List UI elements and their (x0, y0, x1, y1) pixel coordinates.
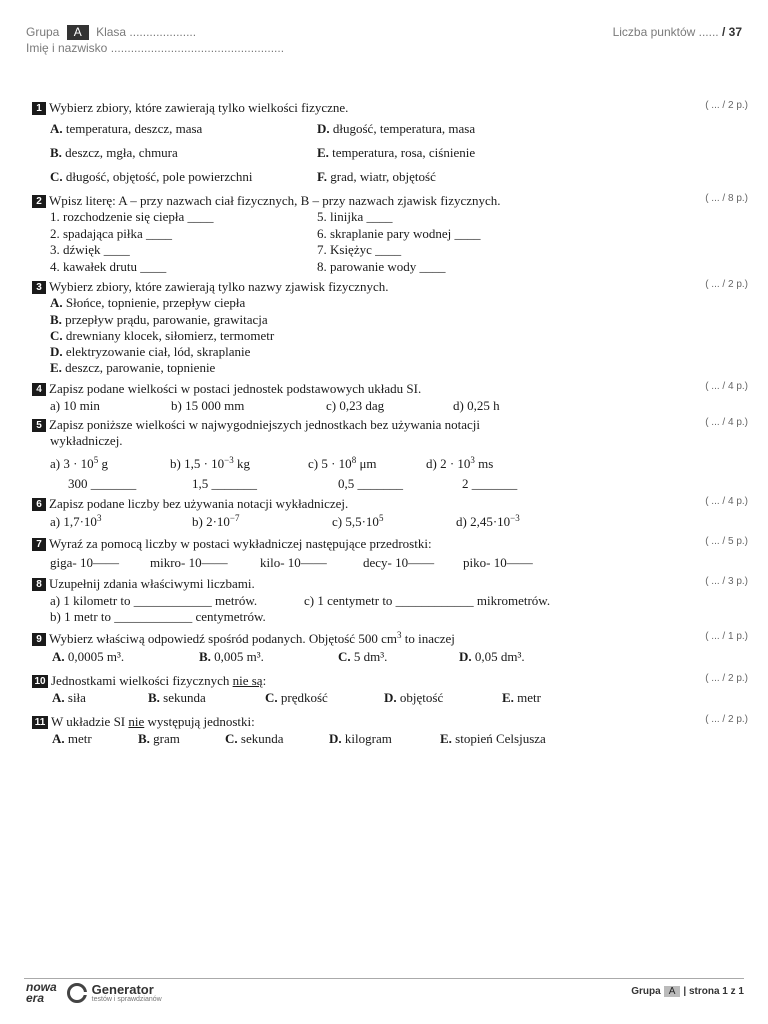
header-group-class (26, 25, 196, 40)
question-9 (32, 631, 748, 667)
option-a[interactable]: A. 0,0005 m³. (52, 649, 125, 664)
question-number: 7 (32, 538, 46, 551)
task-item: a) $3 \cdot 10^5$ g (50, 455, 108, 471)
answer-blank[interactable]: kilo- 10—— (260, 555, 327, 570)
answer-blank[interactable]: 2 _______ (462, 476, 518, 491)
option-a[interactable]: A. siła (52, 690, 86, 705)
question-text: Wybierz zbiory, które zawierają tylko wielkości fizyczne. (49, 100, 349, 115)
class-field[interactable]: Klasa .................... (96, 25, 197, 39)
question-points: ( ... / 8 p.) (705, 193, 748, 204)
task-item: a) 10 min (50, 398, 100, 413)
task-item: a) $1,7\cdot 10^3$ (50, 513, 102, 529)
question-points: ( ... / 4 p.) (705, 496, 748, 507)
option-d[interactable]: D. długość, temperatura, masa (317, 121, 476, 136)
answer-blank[interactable]: giga- 10—— (50, 555, 119, 570)
fill-item[interactable]: 7. Księżyc ____ (317, 242, 402, 257)
option-c[interactable]: C. długość, objętość, pole powierzchni (50, 169, 253, 184)
question-11 (32, 714, 748, 750)
answer-blank[interactable]: mikro- 10—— (150, 555, 228, 570)
question-number: 6 (32, 498, 46, 511)
question-1 (32, 100, 748, 190)
generator-logo: Generator testów i sprawdzianów (91, 981, 162, 1003)
question-5 (32, 417, 748, 495)
task-item: c) 0,23 dag (326, 398, 385, 413)
question-number: 5 (32, 419, 46, 432)
question-text: Wyraź za pomocą liczby w postaci wykładniczej następujące przedrostki: (49, 536, 432, 551)
question-number: 11 (32, 716, 48, 729)
task-item: b) $1,5 \cdot 10^{-3}$ kg (170, 455, 250, 471)
footer-page-info (631, 986, 744, 997)
fill-item[interactable]: 6. skraplanie pary wodnej ____ (317, 226, 481, 241)
fill-item[interactable]: 3. dźwięk ____ (50, 242, 130, 257)
answer-blank[interactable]: 300 _______ (68, 476, 137, 491)
question-4 (32, 381, 748, 415)
option-e[interactable]: E. temperatura, rosa, ciśnienie (317, 145, 476, 160)
question-number: 3 (32, 281, 46, 294)
question-points: ( ... / 2 p.) (705, 673, 748, 684)
answer-blank[interactable]: decy- 10—— (363, 555, 435, 570)
question-number: 1 (32, 102, 46, 115)
fill-item[interactable]: 1. rozchodzenie się ciepła ____ (50, 209, 214, 224)
page-number: | strona 1 z 1 (683, 986, 744, 997)
fill-item[interactable]: 2. spadająca piłka ____ (50, 226, 173, 241)
option-f[interactable]: F. grad, wiatr, objętość (317, 169, 436, 184)
option-c[interactable]: C. prędkość (265, 690, 328, 705)
fill-item[interactable]: 8. parowanie wody ____ (317, 259, 446, 274)
question-6 (32, 496, 748, 532)
option-e[interactable]: E. stopień Celsjusza (440, 731, 546, 746)
question-number: 9 (32, 633, 46, 646)
question-2 (32, 193, 748, 277)
question-points: ( ... / 3 p.) (705, 576, 748, 587)
option-b[interactable]: B. deszcz, mgła, chmura (50, 145, 178, 160)
points-total (613, 25, 742, 39)
name-field[interactable]: Imię i nazwisko .................................................... (26, 41, 285, 55)
points-max: / 37 (721, 25, 742, 39)
option-d[interactable]: D. elektryzowanie ciał, lód, skraplanie (50, 344, 251, 359)
question-text: Wpisz literę: A – przy nazwach ciał fizycznych, B – przy nazwach zjawisk fizycznych. (49, 193, 501, 208)
question-points: ( ... / 2 p.) (705, 100, 748, 111)
task-item: d) $2,45\cdot 10^{-3}$ (456, 513, 520, 529)
option-b[interactable]: B. gram (138, 731, 180, 746)
points-label: Liczba punktów ...... (612, 25, 719, 39)
question-points: ( ... / 4 p.) (705, 417, 748, 428)
option-a[interactable]: A. temperatura, deszcz, masa (50, 121, 203, 136)
question-text: Jednostkami wielkości fizycznych nie są: (51, 673, 267, 688)
question-number: 8 (32, 578, 46, 591)
footer-group-label: Grupa (631, 986, 661, 997)
question-text-cont: wykładniczej. (50, 433, 123, 448)
option-b[interactable]: B. 0,005 m³. (199, 649, 264, 664)
task-item: d) $2 \cdot 10^3$ ms (426, 455, 494, 471)
task-item: d) 0,25 h (453, 398, 500, 413)
group-label: Grupa (26, 25, 60, 39)
task-item: b) $2\cdot 10^{-7}$ (192, 513, 240, 529)
question-text: Zapisz podane liczby bez używania notacji wykładniczej. (49, 496, 349, 511)
footer-group-badge: A (664, 986, 681, 997)
option-e[interactable]: E. metr (502, 690, 541, 705)
fill-sentence[interactable]: b) 1 metr to ____________ centymetrów. (50, 609, 266, 624)
question-points: ( ... / 1 p.) (705, 631, 748, 642)
question-points: ( ... / 2 p.) (705, 279, 748, 290)
question-7 (32, 536, 748, 572)
fill-sentence[interactable]: a) 1 kilometr to ____________ metrów. (50, 593, 258, 608)
option-d[interactable]: D. 0,05 dm³. (459, 649, 525, 664)
task-item: c) $5,5\cdot 10^5$ (332, 513, 384, 529)
question-points: ( ... / 5 p.) (705, 536, 748, 547)
group-badge: A (67, 25, 89, 40)
question-text: W układzie SI nie występują jednostki: (51, 714, 255, 729)
fill-item[interactable]: 5. linijka ____ (317, 209, 393, 224)
question-number: 10 (32, 675, 48, 688)
footer-logos (26, 982, 162, 1004)
question-points: ( ... / 2 p.) (705, 714, 748, 725)
question-text: Zapisz podane wielkości w postaci jednostek podstawowych układu SI. (49, 381, 422, 396)
fill-item[interactable]: 4. kawałek drutu ____ (50, 259, 167, 274)
option-d[interactable]: D. objętość (384, 690, 444, 705)
question-10 (32, 673, 748, 709)
nowa-era-logo: nowa era (26, 980, 57, 1005)
question-8 (32, 576, 748, 628)
option-c[interactable]: C. drewniany klocek, siłomierz, termometr (50, 328, 275, 343)
answer-blank[interactable]: 0,5 _______ (338, 476, 403, 491)
fill-sentence[interactable]: c) 1 centymetr to ____________ mikrometrów. (304, 593, 551, 608)
question-number: 4 (32, 383, 46, 396)
question-text: Wybierz zbiory, które zawierają tylko nazwy zjawisk fizycznych. (49, 279, 389, 294)
generator-g-icon (67, 983, 87, 1003)
answer-blank[interactable]: 1,5 _______ (192, 476, 257, 491)
task-item: b) 15 000 mm (171, 398, 245, 413)
question-3 (32, 279, 748, 377)
question-text: Wybierz właściwą odpowiedź spośród podanych. Objętość 500 $cm^3$ to inaczej (49, 630, 455, 646)
question-points: ( ... / 4 p.) (705, 381, 748, 392)
task-item: c) $5 \cdot 10^8$ μm (308, 455, 377, 471)
option-e[interactable]: E. deszcz, parowanie, topnienie (50, 360, 216, 375)
option-a[interactable]: A. Słońce, topnienie, przepływ ciepła (50, 295, 246, 310)
option-a[interactable]: A. metr (52, 731, 92, 746)
question-text: Uzupełnij zdania właściwymi liczbami. (49, 576, 255, 591)
answer-blank[interactable]: piko- 10—— (463, 555, 533, 570)
option-d[interactable]: D. kilogram (329, 731, 392, 746)
option-b[interactable]: B. sekunda (148, 690, 206, 705)
option-c[interactable]: C. sekunda (225, 731, 284, 746)
question-text: Zapisz poniższe wielkości w najwygodniejszych jednostkach bez używania notacji (49, 417, 481, 432)
footer-divider (24, 978, 744, 979)
question-number: 2 (32, 195, 46, 208)
option-c[interactable]: C. 5 dm³. (338, 649, 388, 664)
option-b[interactable]: B. przepływ prądu, parowanie, grawitacja (50, 312, 268, 327)
